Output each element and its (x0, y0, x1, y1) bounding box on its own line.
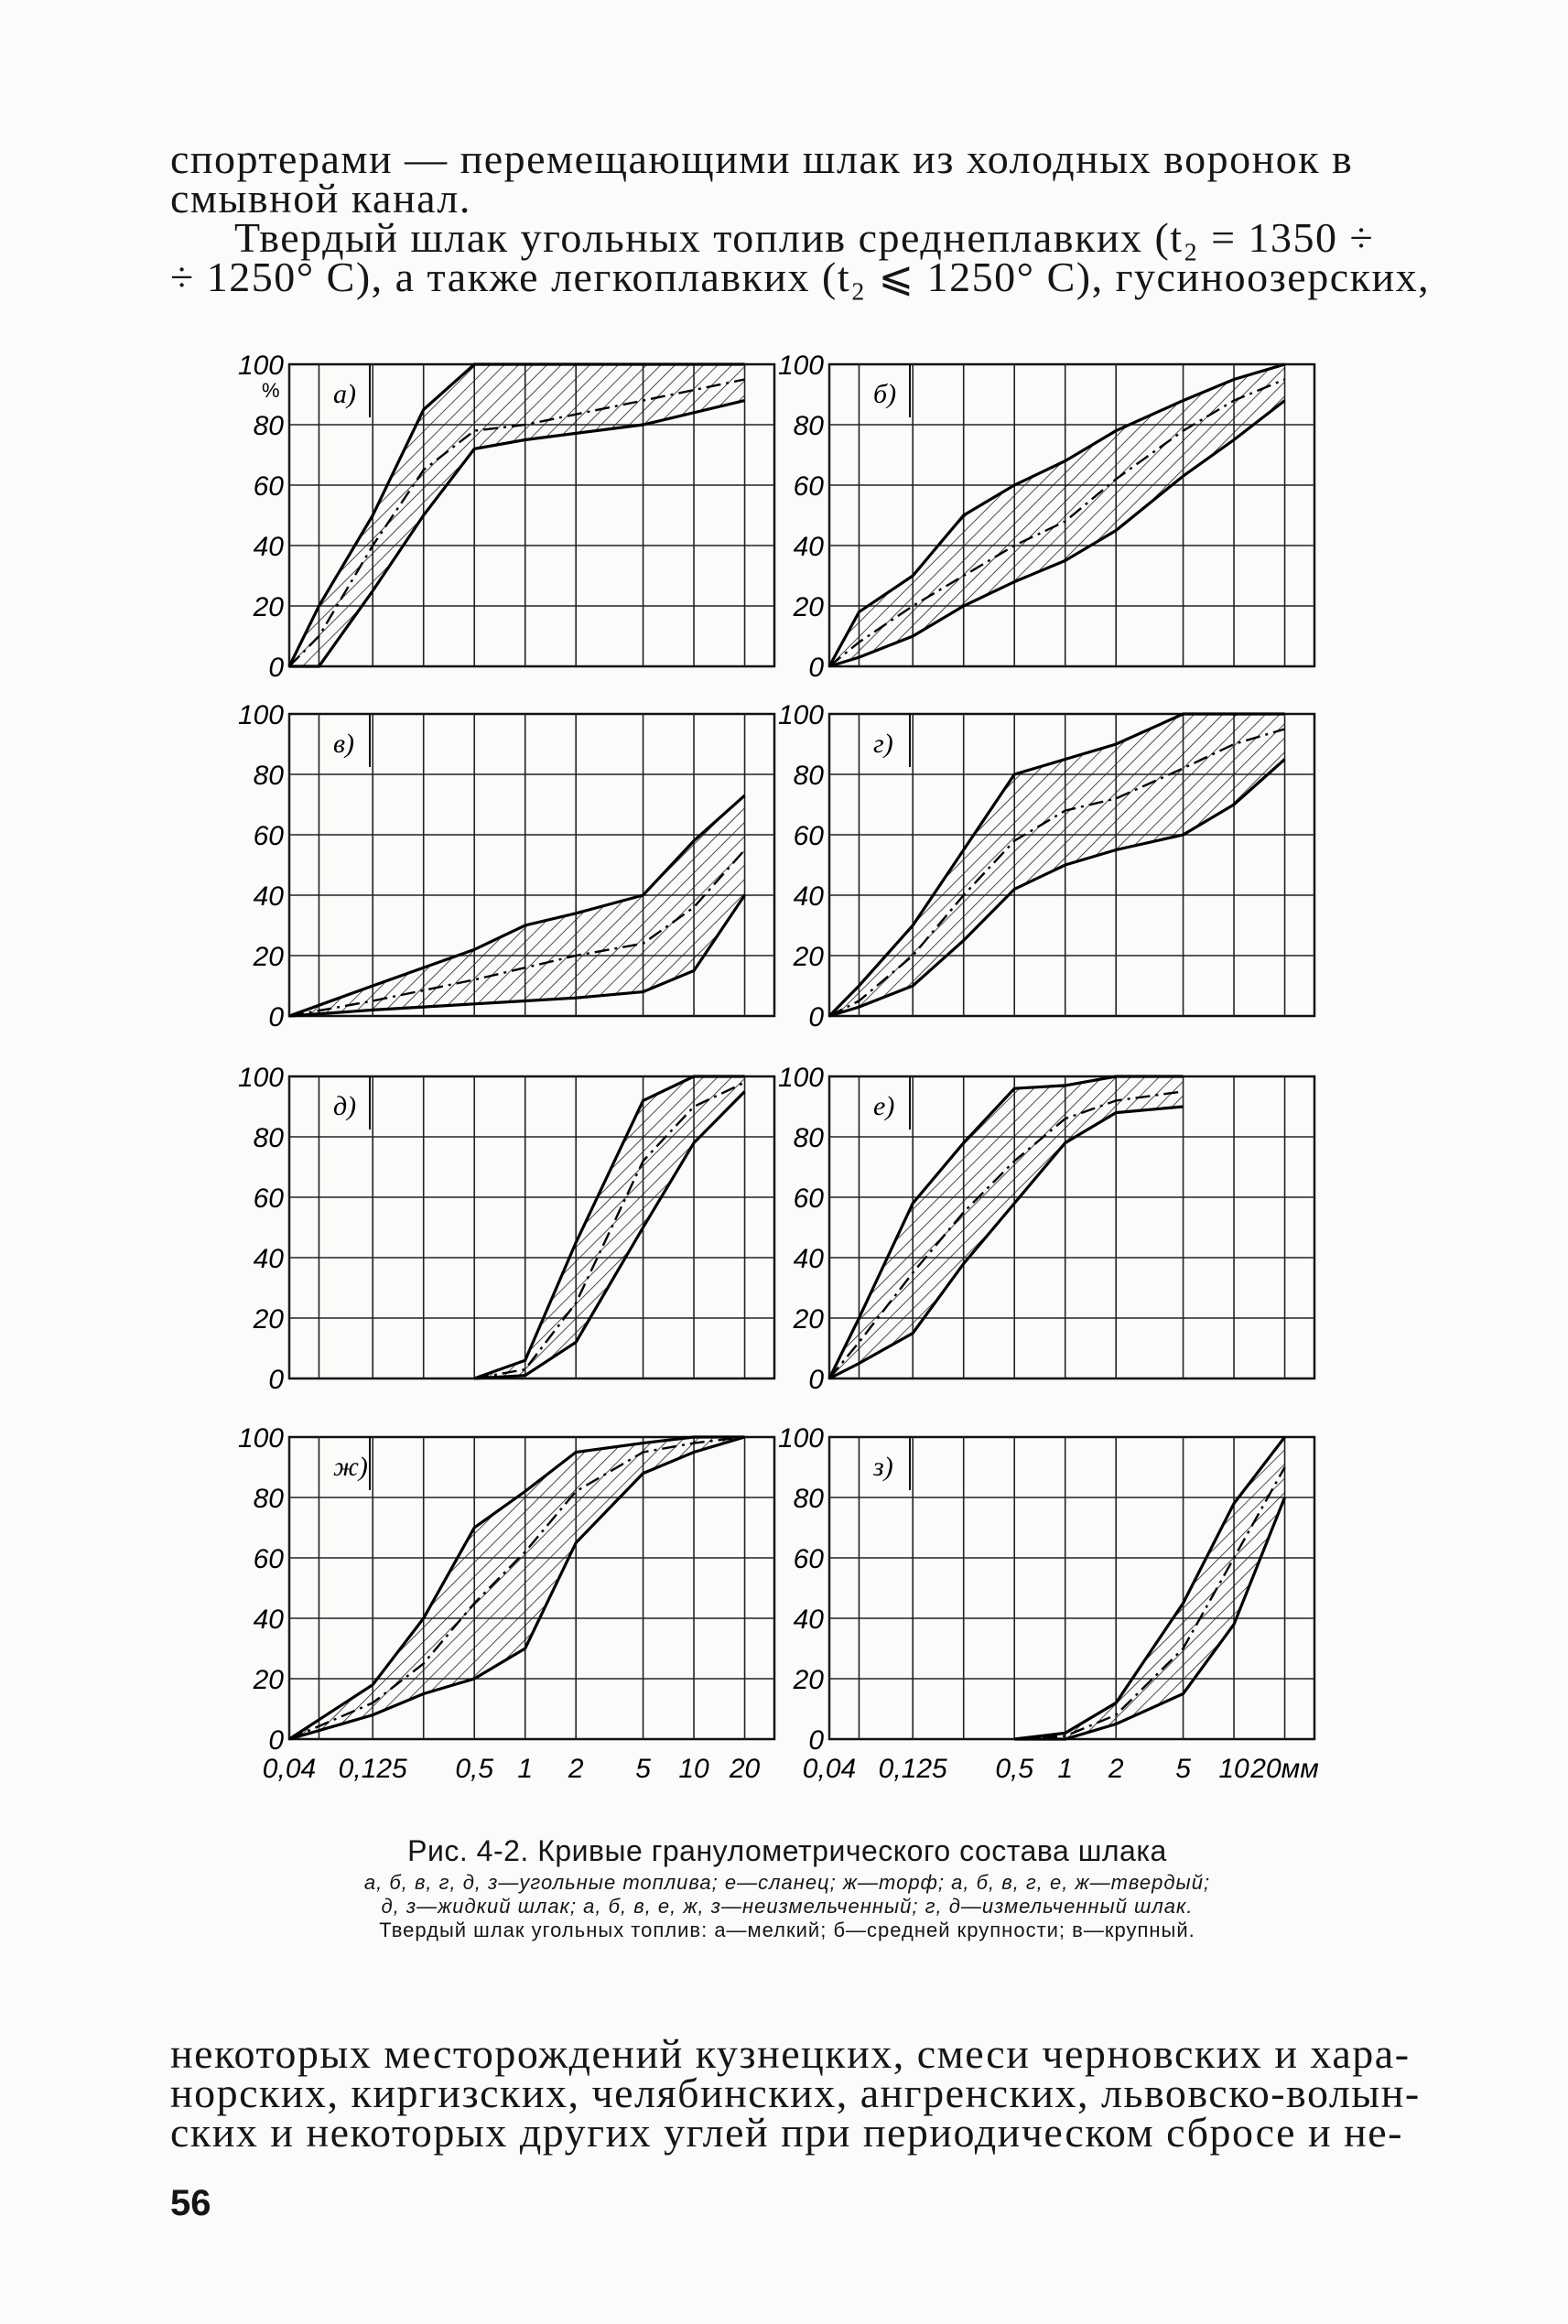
y-tick-label: 80 (253, 1123, 284, 1153)
range-band (1014, 1437, 1284, 1739)
y-tick-label: 80 (253, 1484, 284, 1514)
y-tick-label: 20 (793, 1304, 824, 1335)
chart-panel-4 (778, 700, 1314, 1032)
y-tick-label: 60 (793, 821, 824, 851)
y-tick-label: 100 (777, 351, 824, 381)
text-line: норских, киргизских, челябинских, ангренских, львовско-волын- (170, 2070, 1421, 2116)
chart-panel-1 (238, 351, 774, 683)
x-tick-label: 5 (1175, 1754, 1191, 1784)
x-tick-label: 0,5 (995, 1754, 1034, 1784)
y-tick-label: 100 (237, 1423, 284, 1454)
y-tick-label: 40 (253, 881, 284, 912)
x-tick-label: 0,04 (802, 1754, 857, 1784)
x-tick-label: 0,5 (455, 1754, 494, 1784)
x-tick-label: 1 (517, 1754, 534, 1784)
panel-label: г) (873, 729, 893, 759)
y-tick-label: 80 (793, 411, 824, 441)
panel-label: е) (873, 1091, 895, 1121)
chart-panel-3 (238, 700, 774, 1032)
y-tick-label: 20 (793, 592, 824, 622)
caption-line: а, б, в, г, д, з—угольные топлива; е—сланец; ж—торф; а, б, в, г, е, ж—твердый; (363, 1871, 1211, 1894)
caption-line: Твердый шлак угольных топлив: а—мелкий; б—средней крупности; в—крупный. (379, 1919, 1195, 1941)
text-line: ских и некоторых других углей при периодическом сбросе и не- (170, 2109, 1403, 2156)
y-tick-label: 40 (793, 1605, 824, 1635)
y-tick-label: 0 (268, 1725, 284, 1756)
y-tick-label: 0 (268, 1365, 284, 1395)
chart-panel-7 (238, 1423, 774, 1784)
text-line: ÷ 1250° С), а также легкоплавких (t₂ ⩽ 1250° С), гусиноозерских, (170, 254, 1431, 300)
lower-curve (289, 401, 745, 666)
x-tick-label: 2 (568, 1754, 584, 1784)
x-tick-label: 0,125 (338, 1754, 407, 1784)
y-tick-label: 100 (237, 351, 284, 381)
body-paragraph-bottom (170, 2030, 1421, 2156)
y-tick-label: 80 (793, 761, 824, 791)
y-tick-label: 80 (253, 411, 284, 441)
y-tick-label: 100 (777, 1063, 824, 1093)
y-tick-label: 0 (808, 1002, 824, 1032)
panel-label: з) (873, 1452, 893, 1482)
y-tick-label: 40 (253, 532, 284, 562)
chart-panel-6 (778, 1063, 1314, 1395)
panel-label: в) (333, 729, 355, 759)
text-line: Твердый шлак угольных топлив среднеплавких (t₂ = 1350 ÷ (234, 214, 1375, 261)
x-tick-label: 2 (1108, 1754, 1124, 1784)
y-tick-label: 0 (808, 1365, 824, 1395)
percent-sign: % (262, 379, 280, 402)
y-tick-label: 100 (237, 1063, 284, 1093)
range-band (289, 364, 745, 666)
x-tick-label: 10 (1218, 1754, 1249, 1784)
panel-label: а) (333, 379, 356, 409)
y-tick-label: 0 (808, 1725, 824, 1756)
panel-label: ж) (333, 1452, 368, 1482)
y-tick-label: 20 (793, 1665, 824, 1695)
y-tick-label: 100 (237, 700, 284, 730)
y-tick-label: 40 (793, 1244, 824, 1274)
panel-label: б) (873, 379, 897, 409)
y-tick-label: 40 (253, 1605, 284, 1635)
y-tick-label: 0 (268, 653, 284, 683)
y-tick-label: 80 (793, 1484, 824, 1514)
text-line: смывной канал. (170, 175, 471, 222)
x-tick-label: 10 (678, 1754, 709, 1784)
chart-panel-2 (778, 351, 1314, 683)
caption-line: д, з—жидкий шлак; а, б, в, е, ж, з—неизмельченный; г, д—измельченный шлак. (381, 1895, 1194, 1918)
range-band (474, 1076, 744, 1378)
y-tick-label: 80 (253, 761, 284, 791)
text-line: спортерами — перемещающими шлак из холодных воронок в (170, 135, 1354, 182)
chart-panel-5 (238, 1063, 774, 1395)
range-band (829, 364, 1285, 666)
chart-panel-8 (778, 1423, 1319, 1784)
x-tick-label: 0,04 (262, 1754, 317, 1784)
range-band (289, 795, 745, 1016)
y-tick-label: 20 (253, 1665, 284, 1695)
text-line: некоторых месторождений кузнецких, смеси черновских и хара- (170, 2030, 1411, 2077)
y-tick-label: 20 (253, 592, 284, 622)
y-tick-label: 40 (793, 881, 824, 912)
range-band (829, 714, 1285, 1016)
y-tick-label: 60 (253, 1544, 284, 1574)
y-tick-label: 40 (793, 532, 824, 562)
x-tick-label: 5 (635, 1754, 651, 1784)
y-tick-label: 60 (793, 1184, 824, 1214)
caption-title: Рис. 4-2. Кривые гранулометрического состава шлака (407, 1834, 1167, 1867)
y-tick-label: 80 (793, 1123, 824, 1153)
y-tick-label: 0 (268, 1002, 284, 1032)
y-tick-label: 60 (253, 471, 284, 502)
range-band (829, 1076, 1184, 1378)
y-tick-label: 40 (253, 1244, 284, 1274)
y-tick-label: 100 (777, 700, 824, 730)
y-tick-label: 0 (808, 653, 824, 683)
panel-label: д) (333, 1091, 357, 1121)
y-tick-label: 60 (253, 1184, 284, 1214)
y-tick-label: 20 (253, 1304, 284, 1335)
x-tick-label: 20мм (1250, 1754, 1319, 1784)
y-tick-label: 60 (793, 1544, 824, 1574)
page-number: 56 (170, 2183, 211, 2223)
x-tick-label: 1 (1057, 1754, 1074, 1784)
y-tick-label: 60 (793, 471, 824, 502)
y-tick-label: 60 (253, 821, 284, 851)
y-tick-label: 20 (793, 942, 824, 972)
x-tick-label: 20 (729, 1754, 761, 1784)
figure-caption (238, 1831, 1336, 1942)
x-tick-label: 0,125 (878, 1754, 947, 1784)
y-tick-label: 100 (777, 1423, 824, 1454)
y-tick-label: 20 (253, 942, 284, 972)
